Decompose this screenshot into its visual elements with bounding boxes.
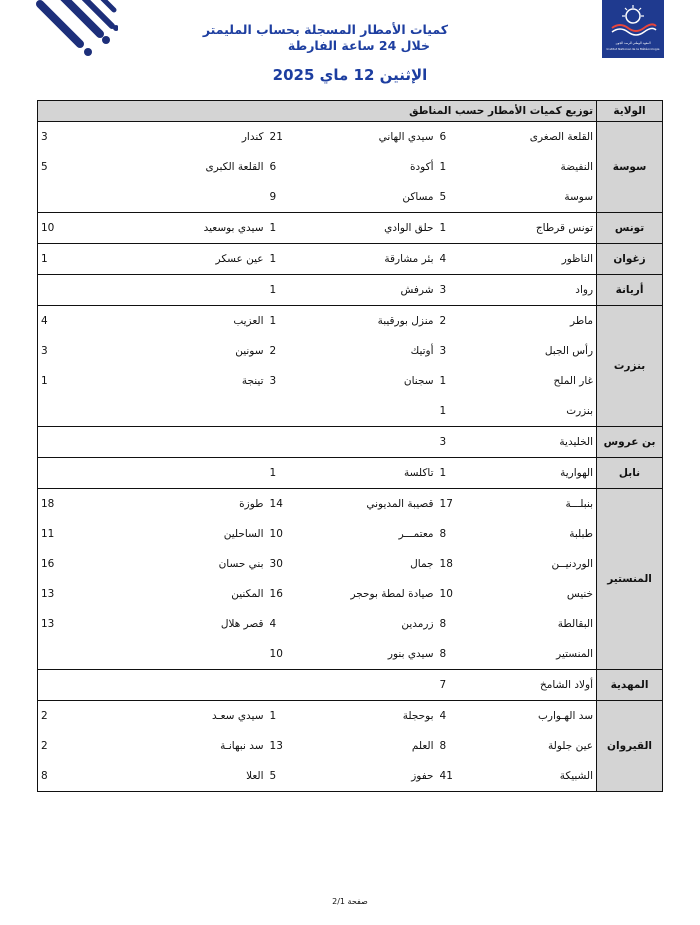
table-row — [38, 761, 663, 792]
rainfall-value-cell: 1 — [267, 701, 307, 732]
station-name-cell: بوحجلة — [307, 701, 437, 732]
station-name-cell: مساكن — [307, 182, 437, 213]
rainfall-value-cell: 1 — [38, 366, 124, 396]
governorate-cell: بنزرت — [597, 306, 663, 427]
rainfall-value-cell: 6 — [437, 122, 482, 153]
logo-caption-fr: Institut National de la Météorologie — [606, 47, 660, 51]
distribution-column-header: توزيع كميات الأمطار حسب المناطق — [38, 101, 597, 122]
station-name-cell: معتمـــر — [398, 528, 434, 540]
station-name-cell: بني حسان — [218, 558, 264, 570]
rainfall-value-cell: 5 — [38, 152, 124, 182]
rainfall-value-cell — [38, 670, 124, 701]
rainfall-value-cell: 8 — [437, 639, 482, 670]
rainfall-value-cell: 8 — [439, 528, 447, 540]
rainfall-value-cell: 3 — [439, 345, 447, 357]
rainfall-value-cell: 14 — [267, 489, 307, 520]
rainfall-value-cell: 4 — [38, 306, 124, 337]
rainfall-value-cell: 8 — [439, 740, 447, 752]
rainfall-value-cell: 2 — [38, 701, 124, 732]
report-title: كميات الأمطار المسجلة بحساب المليمتر — [202, 22, 448, 37]
rainfall-value-cell: 1 — [437, 396, 482, 427]
rainfall-value-cell — [267, 670, 307, 701]
governorate-cell: زغوان — [597, 244, 663, 275]
station-name-cell: سد الهـوارب — [482, 701, 597, 732]
rainfall-value-cell: 4 — [437, 244, 482, 275]
rainfall-value-cell: 30 — [269, 558, 283, 570]
governorate-cell: أريانة — [597, 275, 663, 306]
station-name-cell: قصر هلال — [220, 618, 264, 630]
rainfall-value-cell: 2 — [38, 731, 124, 761]
rainfall-value-cell — [267, 396, 307, 427]
table-row — [38, 701, 663, 732]
table-row — [38, 609, 663, 639]
rainfall-value-cell: 9 — [267, 182, 307, 213]
station-name-cell — [124, 275, 267, 306]
station-name-cell: حلق الوادي — [307, 213, 437, 244]
table-row — [38, 519, 663, 549]
table-row — [38, 182, 663, 213]
station-name-cell: الشبيكة — [482, 761, 597, 792]
station-name-cell: غار الملح — [553, 375, 594, 387]
rainfall-value-cell: 7 — [437, 670, 482, 701]
rainfall-value-cell: 3 — [437, 427, 482, 458]
logo-caption-ar: المعهد الوطني للرصد الجوي — [615, 41, 651, 45]
table-row — [38, 639, 663, 670]
station-name-cell — [124, 458, 267, 489]
rainfall-value-cell: 3 — [269, 375, 277, 387]
station-name-cell: الخليدية — [482, 427, 597, 458]
rainfall-value-cell: 1 — [267, 306, 307, 337]
rainfall-value-cell: 10 — [439, 588, 453, 600]
governorate-cell: المهدية — [597, 670, 663, 701]
table-row — [38, 489, 663, 520]
station-name-cell: بئر مشارقة — [307, 244, 437, 275]
station-name-cell: سيدي بوسعيد — [124, 213, 267, 244]
station-name-cell: بنبلـــة — [482, 489, 597, 520]
station-name-cell — [307, 427, 437, 458]
sun-wave-emblem-icon — [608, 4, 658, 36]
rainfall-value-cell: 5 — [267, 761, 307, 792]
rainfall-value-cell: 10 — [38, 213, 124, 244]
rainfall-value-cell — [38, 182, 124, 213]
rainfall-value-cell: 1 — [439, 161, 447, 173]
station-name-cell: البقالطة — [557, 618, 594, 630]
rainfall-value-cell: 3 — [38, 122, 124, 153]
rainfall-value-cell: 1 — [439, 375, 447, 387]
rainfall-value-cell: 4 — [269, 618, 277, 630]
governorate-cell: نابل — [597, 458, 663, 489]
station-name-cell: النفيضة — [560, 161, 594, 173]
rainfall-value-cell — [38, 639, 124, 670]
rainfall-value-cell: 1 — [38, 244, 124, 275]
table-row — [38, 549, 663, 579]
rainfall-value-cell: 13 — [269, 740, 283, 752]
station-name-cell — [124, 670, 267, 701]
rainfall-value-cell — [38, 458, 124, 489]
rainfall-value-cell: 13 — [38, 579, 124, 609]
station-name-cell — [124, 639, 267, 670]
rainfall-value-cell: 16 — [38, 549, 124, 579]
station-name-cell: سيدي سعـد — [124, 701, 267, 732]
station-name-cell — [307, 670, 437, 701]
rainfall-value-cell: 2 — [269, 345, 277, 357]
table-header-row — [38, 101, 663, 122]
station-name-cell: القلعة الصغرى — [482, 122, 597, 153]
rainfall-value-cell: 1 — [267, 458, 307, 489]
governorate-cell: تونس — [597, 213, 663, 244]
station-name-cell: أكودة — [410, 161, 434, 173]
station-name-cell: طبلبة — [569, 528, 594, 540]
table-row — [38, 458, 663, 489]
station-name-cell — [124, 427, 267, 458]
station-name-cell: العلم — [411, 740, 434, 752]
station-name-cell: أولاد الشامخ — [482, 670, 597, 701]
governorate-cell: المنستير — [597, 489, 663, 670]
rainfall-value-cell: 2 — [437, 306, 482, 337]
rainfall-value-cell: 1 — [267, 275, 307, 306]
station-name-cell: جمال — [410, 558, 434, 570]
station-name-cell: سيدي بنور — [307, 639, 437, 670]
station-name-cell: كندار — [124, 122, 267, 153]
table-row — [38, 336, 663, 366]
rainfall-value-cell: 13 — [38, 609, 124, 639]
table-row — [38, 427, 663, 458]
rainfall-value-cell: 6 — [269, 161, 277, 173]
table-row — [38, 579, 663, 609]
rainfall-value-cell: 1 — [267, 244, 307, 275]
table-row — [38, 213, 663, 244]
rainfall-value-cell: 5 — [437, 182, 482, 213]
station-name-cell: تاكلسة — [307, 458, 437, 489]
governorate-cell: سوسة — [597, 122, 663, 213]
station-name-cell: الهوارية — [482, 458, 597, 489]
report-date: الإثنين 12 ماي 2025 — [272, 66, 428, 84]
table-row — [38, 396, 663, 427]
governorate-cell: القيروان — [597, 701, 663, 792]
station-name-cell: خنيس — [566, 588, 594, 600]
station-name-cell: سوسة — [482, 182, 597, 213]
station-name-cell: حفوز — [307, 761, 437, 792]
page-number: صفحة 2/1 — [332, 897, 368, 906]
rainfall-value-cell — [267, 427, 307, 458]
station-name-cell: زرمدين — [401, 618, 434, 630]
station-name-cell: رأس الجبل — [544, 345, 594, 357]
rainfall-value-cell: 8 — [439, 618, 447, 630]
station-name-cell — [124, 396, 267, 427]
station-name-cell: عين عسكر — [124, 244, 267, 275]
station-name-cell: الوردنيــن — [551, 558, 594, 570]
station-name-cell — [307, 396, 437, 427]
station-name-cell — [124, 182, 267, 213]
rainfall-table — [37, 100, 663, 792]
station-name-cell: القلعة الكبرى — [205, 161, 264, 173]
report-subtitle: خلال 24 ساعة الفارطة — [287, 38, 430, 53]
institute-logo — [602, 0, 664, 58]
governorate-cell: بن عروس — [597, 427, 663, 458]
station-name-cell: تينجة — [241, 375, 264, 387]
rainfall-value-cell: 10 — [267, 639, 307, 670]
rainfall-value-cell: 1 — [437, 458, 482, 489]
governorate-column-header: الولاية — [597, 101, 663, 122]
rainfall-value-cell: 4 — [437, 701, 482, 732]
station-name-cell: قصيبة المديوني — [307, 489, 437, 520]
station-name-cell: المنستير — [482, 639, 597, 670]
table-row — [38, 306, 663, 337]
station-name-cell: تونس قرطاج — [482, 213, 597, 244]
table-row — [38, 366, 663, 396]
rainfall-value-cell: 16 — [269, 588, 283, 600]
rainfall-value-cell: 1 — [267, 213, 307, 244]
rainfall-value-cell: 1 — [437, 213, 482, 244]
station-name-cell: شرفش — [307, 275, 437, 306]
station-name-cell: صيادة لمطة بوحجر — [350, 588, 434, 600]
station-name-cell: الساحلين — [223, 528, 264, 540]
station-name-cell: العلا — [124, 761, 267, 792]
table-row — [38, 244, 663, 275]
rainfall-value-cell: 41 — [437, 761, 482, 792]
station-name-cell: سيدي الهاني — [307, 122, 437, 153]
decorative-stripes — [28, 0, 118, 70]
station-name-cell: بنزرت — [482, 396, 597, 427]
rainfall-value-cell: 3 — [38, 336, 124, 366]
station-name-cell: سجنان — [403, 375, 434, 387]
station-name-cell: منزل بورقيبة — [307, 306, 437, 337]
station-name-cell: سونين — [235, 345, 264, 357]
rainfall-value-cell: 17 — [437, 489, 482, 520]
station-name-cell: طوزة — [124, 489, 267, 520]
station-name-cell: عين جلولة — [548, 740, 594, 752]
rainfall-value-cell: 8 — [38, 761, 124, 792]
rainfall-value-cell: 11 — [38, 519, 124, 549]
rainfall-value-cell: 3 — [437, 275, 482, 306]
table-row — [38, 122, 663, 153]
table-row — [38, 731, 663, 761]
table-row — [38, 152, 663, 182]
rainfall-value-cell — [38, 275, 124, 306]
rainfall-value-cell: 21 — [267, 122, 307, 153]
station-name-cell: العزيب — [124, 306, 267, 337]
station-name-cell: الناظور — [482, 244, 597, 275]
station-name-cell: رواد — [482, 275, 597, 306]
station-name-cell: سد نبهانـة — [220, 740, 264, 752]
station-name-cell: المكنين — [231, 588, 264, 600]
station-name-cell: أوتيك — [410, 345, 434, 357]
rainfall-value-cell: 18 — [439, 558, 453, 570]
rainfall-value-cell — [38, 427, 124, 458]
rainfall-value-cell: 18 — [38, 489, 124, 520]
table-row — [38, 670, 663, 701]
rainfall-value-cell — [38, 396, 124, 427]
table-row — [38, 275, 663, 306]
station-name-cell: ماطر — [482, 306, 597, 337]
rainfall-value-cell: 10 — [269, 528, 283, 540]
